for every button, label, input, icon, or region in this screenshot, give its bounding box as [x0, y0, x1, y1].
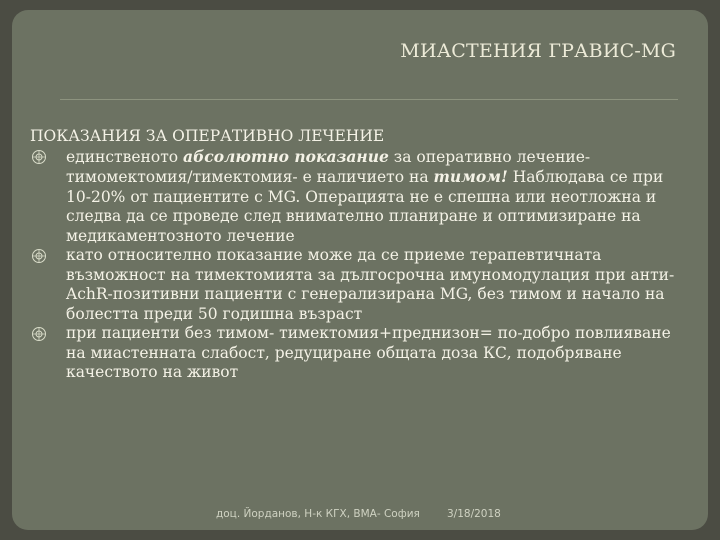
bullet-1-post: Наблюдава се при 10-20% от пациентите с MG. Операцията не е спешна или неотложна и следва да се проведе след внимателно планиране и оптимизиране на медикаментозното лечение	[66, 168, 664, 245]
bullet-1-pre: единственото	[66, 147, 184, 166]
footer-date: 3/18/2018	[447, 508, 501, 520]
title-divider	[60, 99, 678, 100]
bullet-3-text: при пациенти без тимом- тимектомия+преднизон= по-добро повлияване на миастенната слабост, редуциране общата доза КС, подобряване качеството на живот	[66, 324, 671, 381]
bullet-list	[30, 147, 690, 383]
bullet-2-text: като относително показание може да се приеме терапевтичната възможност на тимектомията за дългосрочна имуномодулация при анти-AchR-позитивни пациенти с генерализирана MG, без тимом и начало на болестта преди 50 годишна възраст	[66, 246, 675, 323]
bullet-item-1	[30, 147, 690, 247]
bullet-item-2	[30, 246, 690, 324]
footer-author: доц. Йорданов, Н-к КГХ, ВМА- София	[216, 508, 420, 520]
bullet-1-emphasis: абсолютно показание	[183, 146, 389, 166]
bullet-1-emphasis-2: тимом!	[433, 167, 508, 186]
slide-content	[30, 127, 690, 383]
bullet-item-3	[30, 324, 690, 383]
section-heading: ПОКАЗАНИЯ ЗА ОПЕРАТИВНО ЛЕЧЕНИЕ	[30, 127, 385, 145]
ornament-bullet-icon	[30, 148, 48, 166]
slide-title: МИАСТЕНИЯ ГРАВИС-MG	[400, 40, 676, 62]
ornament-bullet-icon	[30, 325, 48, 343]
ornament-bullet-icon	[30, 247, 48, 265]
bullet-1-mid: за оперативно лечение-тимомектомия/тимектомия- е наличието на	[66, 147, 591, 186]
